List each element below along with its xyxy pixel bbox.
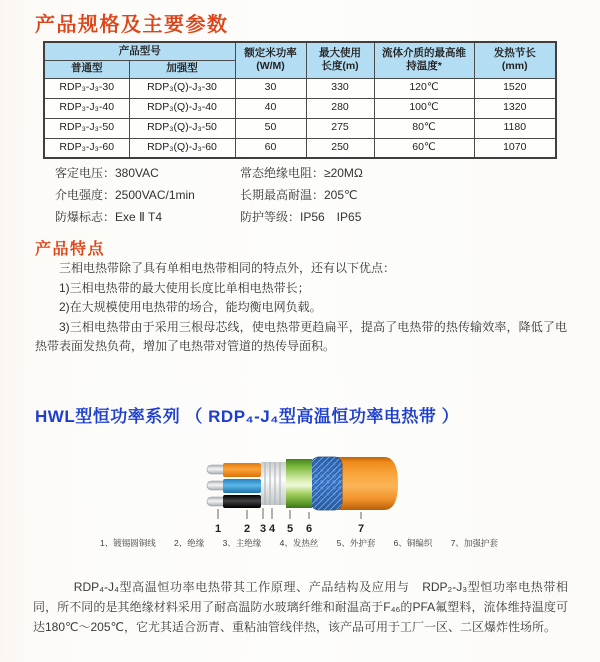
parameter-column-right bbox=[240, 162, 363, 228]
wire-insulation-blue bbox=[223, 479, 261, 493]
feature-paragraph: 2)在大规模使用电热带的场合，能均衡电网负载。 bbox=[59, 300, 322, 314]
cell-reinforced: RDP₃(Q)-J₃-60 bbox=[129, 138, 235, 158]
legend-item: 1、镀锡圆铜线 bbox=[100, 538, 156, 548]
table-row bbox=[44, 138, 556, 158]
feature-paragraph: 三相电热带除了具有单相电热带相同的特点外，还有以下优点： bbox=[59, 261, 396, 275]
hwl-description: RDP₄-J₄型高温恒功率电热带其工作原理、产品结构及应用与 RDP₂-J₃型恒功率电热带相同，所不同的是其绝缘材料采用了耐高温防水玻璃纤维和耐温高于F₄₆的PFA氟塑料，流体维持温度可达180℃～205℃，它尤其适合沥青、重粘油管线伴热，该产品可用于工厂一区、二区爆炸性场所。 bbox=[33, 580, 568, 634]
callout-number-7: 7 bbox=[357, 523, 365, 535]
spec-table-header bbox=[44, 42, 556, 78]
legend-item: 6、铜编织 bbox=[393, 538, 433, 548]
cable-cutaway-diagram bbox=[190, 452, 410, 536]
legend-item: 7、加强护套 bbox=[450, 538, 498, 548]
wire-insulation-black bbox=[223, 495, 261, 508]
cell-temp: 80℃ bbox=[374, 118, 474, 138]
cell-reinforced: RDP₃(Q)-J₃-50 bbox=[129, 118, 235, 138]
parameter-column-left bbox=[55, 162, 195, 228]
outer-sheath bbox=[286, 459, 312, 508]
parameter-line: 防爆标志：Exe Ⅱ T4 bbox=[55, 210, 163, 224]
features-text bbox=[35, 259, 567, 357]
cell-normal: RDP₃-J₃-40 bbox=[44, 98, 129, 118]
cell-power: 30 bbox=[235, 78, 306, 98]
cell-max_length: 250 bbox=[306, 138, 374, 158]
legend-item: 3、主绝缘 bbox=[222, 538, 262, 548]
legend-item: 2、绝缘 bbox=[174, 538, 205, 548]
cell-temp: 100℃ bbox=[374, 98, 474, 118]
copper-braid-texture bbox=[311, 457, 342, 510]
cell-normal: RDP₃-J₃-60 bbox=[44, 138, 129, 158]
header-max-length: 最大使用 长度(m) bbox=[306, 42, 374, 78]
cell-reinforced: RDP₃(Q)-J₃-40 bbox=[129, 98, 235, 118]
cell-heat_length: 1070 bbox=[474, 138, 556, 158]
table-row bbox=[44, 118, 556, 138]
callout-number-4: 4 bbox=[268, 523, 276, 535]
header-reinforced-type: 加强型 bbox=[129, 60, 235, 78]
table-row bbox=[44, 98, 556, 118]
cell-power: 50 bbox=[235, 118, 306, 138]
reinforced-jacket bbox=[336, 457, 398, 510]
hwl-series-title: HWL型恒功率系列 （ RDP₄-J₄型高温恒功率电热带 ） bbox=[35, 407, 460, 426]
header-max-temp: 流体介质的最高维 持温度* bbox=[374, 42, 474, 78]
cell-power: 40 bbox=[235, 98, 306, 118]
header-rated-power: 额定米功率 (W/M) bbox=[235, 42, 306, 78]
callout-number-2: 2 bbox=[243, 523, 251, 535]
cell-max_length: 280 bbox=[306, 98, 374, 118]
callout-number-5: 5 bbox=[286, 523, 294, 535]
cell-max_length: 330 bbox=[306, 78, 374, 98]
header-normal-type: 普通型 bbox=[44, 60, 129, 78]
callout-number-1: 1 bbox=[214, 523, 222, 535]
feature-paragraph: 1)三相电热带的最大使用长度比单相电热带长； bbox=[59, 280, 310, 295]
parameter-line: 介电强度：2500VAC/1min bbox=[55, 188, 195, 202]
table-row bbox=[44, 78, 556, 98]
callout-number-3: 3 bbox=[259, 523, 267, 535]
cell-max_length: 275 bbox=[306, 118, 374, 138]
cell-heat_length: 1520 bbox=[474, 78, 556, 98]
cell-heat_length: 1320 bbox=[474, 98, 556, 118]
spec-table bbox=[43, 41, 557, 159]
cell-heat_length: 1180 bbox=[474, 118, 556, 138]
header-product-model: 产品型号 bbox=[44, 42, 235, 60]
header-heat-section-length: 发热节长 (mm) bbox=[474, 42, 556, 78]
cell-temp: 60℃ bbox=[374, 138, 474, 158]
feature-paragraph: 3)三相电热带由于采用三根母芯线，使电热带更趋扁平，提高了电热带的热传输效率，降低了电热带表面发热负荷，增加了电热带对管道的热传导面积。 bbox=[35, 319, 567, 353]
specs-section-title: 产品规格及主要参数 bbox=[35, 14, 229, 36]
cell-temp: 120℃ bbox=[374, 78, 474, 98]
diagram-legend bbox=[100, 537, 498, 549]
spec-table-body bbox=[44, 78, 556, 158]
legend-item: 5、外护套 bbox=[336, 538, 376, 548]
cell-reinforced: RDP₃(Q)-J₃-30 bbox=[129, 78, 235, 98]
features-section-title: 产品特点 bbox=[35, 241, 106, 258]
cell-normal: RDP₃-J₃-30 bbox=[44, 78, 129, 98]
callout-number-6: 6 bbox=[305, 523, 313, 535]
wire-insulation-orange bbox=[223, 463, 261, 477]
parameter-line: 常态绝缘电阻：≥20MΩ bbox=[240, 166, 363, 180]
parameter-line: 客定电压：380VAC bbox=[55, 166, 159, 180]
parameter-line: 防护等级：IP56 IP65 bbox=[240, 210, 362, 224]
legend-item: 4、发热丝 bbox=[279, 538, 319, 548]
cell-power: 60 bbox=[235, 138, 306, 158]
parameter-line: 长期最高耐温：205℃ bbox=[240, 188, 358, 202]
cell-normal: RDP₃-J₃-50 bbox=[44, 118, 129, 138]
